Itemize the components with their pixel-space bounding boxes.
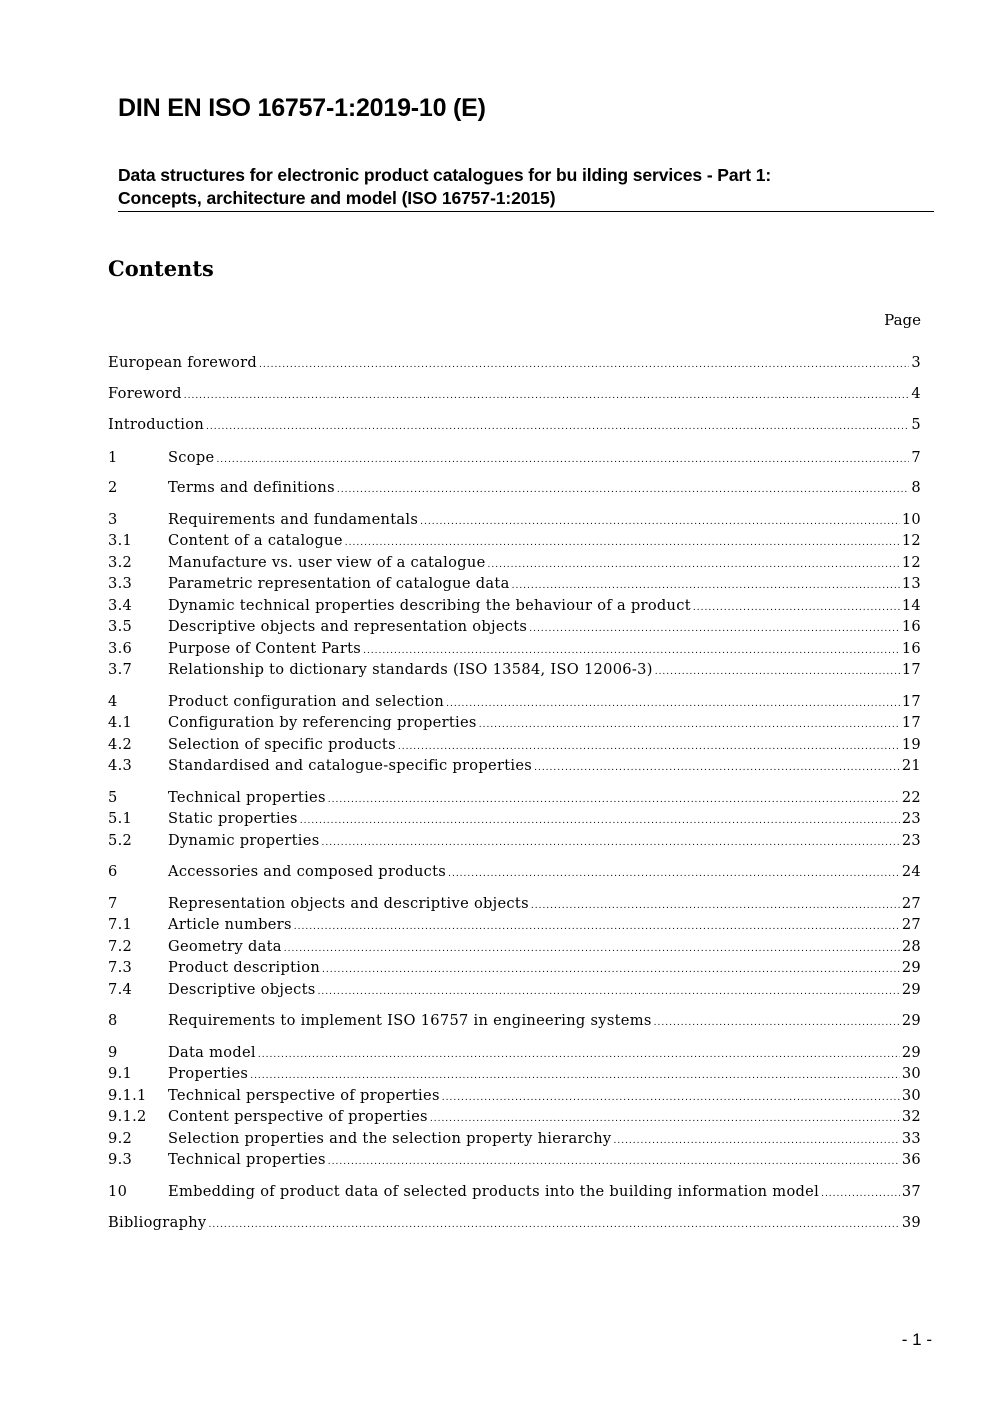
- toc-entry-number: 5: [108, 789, 118, 806]
- toc-entry-number: 3.1: [108, 532, 133, 549]
- toc-dot-leader: [250, 1066, 900, 1087]
- toc-entry-number: 3: [108, 511, 118, 528]
- toc-entry-page: 16: [901, 618, 921, 635]
- toc-dot-leader: [208, 1215, 899, 1236]
- toc-entry-number: 6: [108, 863, 118, 880]
- toc-entry-page: 4: [911, 385, 921, 402]
- toc-entry[interactable]: [108, 552, 921, 573]
- toc-entry-title: Terms and definitions: [168, 479, 335, 496]
- toc-entry-number: 7: [108, 895, 118, 912]
- toc-entry[interactable]: [108, 808, 921, 829]
- toc-entry[interactable]: [108, 893, 921, 914]
- toc-entry-page: 30: [901, 1087, 921, 1104]
- toc-entry-title: Technical perspective of properties: [168, 1087, 440, 1104]
- toc-entry[interactable]: [108, 914, 921, 935]
- toc-dot-leader: [328, 1152, 900, 1173]
- toc-entry-page: 23: [901, 810, 921, 827]
- toc-entry[interactable]: [108, 595, 921, 616]
- toc-entry-number: 3.2: [108, 554, 133, 571]
- toc-dot-leader: [216, 450, 909, 471]
- toc-entry-page: 7: [911, 449, 921, 466]
- toc-entry-number: 7.3: [108, 959, 133, 976]
- toc-entry-page: 3: [911, 354, 921, 371]
- toc-entry-number: 9.3: [108, 1151, 133, 1168]
- toc-entry-page: 28: [901, 938, 921, 955]
- toc-entry-title: Data model: [168, 1044, 256, 1061]
- toc-entry-title: Properties: [168, 1065, 249, 1082]
- toc-entry-title: Foreword: [108, 385, 182, 402]
- toc-dot-leader: [654, 1013, 900, 1034]
- toc-entry[interactable]: [108, 638, 921, 659]
- toc-entry[interactable]: [108, 936, 921, 957]
- toc-dot-leader: [322, 960, 900, 981]
- toc-entry-page: 23: [901, 832, 921, 849]
- toc-entry-title: Descriptive objects: [168, 981, 316, 998]
- toc-entry-number: 10: [108, 1183, 128, 1200]
- toc-entry-page: 12: [901, 532, 921, 549]
- toc-dot-leader: [206, 417, 909, 438]
- toc-entry-page: 17: [901, 661, 921, 678]
- toc-dot-leader: [430, 1109, 900, 1130]
- toc-entry[interactable]: [108, 509, 921, 530]
- toc-entry-title: Static properties: [168, 810, 298, 827]
- contents-heading: Contents: [108, 256, 214, 281]
- toc-entry[interactable]: [108, 1085, 921, 1106]
- toc-entry-title: Technical properties: [168, 789, 326, 806]
- toc-entry-number: 9.1.2: [108, 1108, 147, 1125]
- toc-dot-leader: [259, 355, 909, 376]
- toc-dot-leader: [318, 982, 900, 1003]
- toc-entry-title: Standardised and catalogue-specific properties: [168, 757, 533, 774]
- toc-entry-title: Descriptive objects and representation objects: [168, 618, 528, 635]
- toc-entry-title: Product configuration and selection: [168, 693, 445, 710]
- toc-entry-number: 4.3: [108, 757, 133, 774]
- toc-entry-number: 4: [108, 693, 118, 710]
- toc-entry-number: 4.2: [108, 736, 133, 753]
- toc-entry-page: 16: [901, 640, 921, 657]
- toc-entry-number: 9.1.1: [108, 1087, 147, 1104]
- toc-entry[interactable]: [108, 447, 921, 468]
- toc-dot-leader: [512, 576, 900, 597]
- toc-entry-title: Purpose of Content Parts: [168, 640, 362, 657]
- toc-entry-title: Configuration by referencing properties: [168, 714, 477, 731]
- toc-entry-title: Scope: [168, 449, 215, 466]
- toc-entry[interactable]: [108, 861, 921, 882]
- toc-dot-leader: [184, 386, 910, 407]
- toc-entry-title: Dynamic properties: [168, 832, 320, 849]
- document-subtitle: [118, 164, 934, 212]
- toc-entry-title: Product description: [168, 959, 321, 976]
- toc-entry-page: 10: [901, 511, 921, 528]
- toc-entry-page: 8: [911, 479, 921, 496]
- toc-dot-leader: [534, 758, 900, 779]
- toc-entry-number: 3.4: [108, 597, 133, 614]
- toc-entry-title: Parametric representation of catalogue data: [168, 575, 510, 592]
- toc-entry-page: 24: [901, 863, 921, 880]
- toc-entry-title: Article numbers: [168, 916, 292, 933]
- toc-entry[interactable]: [108, 352, 921, 373]
- toc-dot-leader: [294, 917, 900, 938]
- toc-entry[interactable]: [108, 573, 921, 594]
- toc-entry-page: 27: [901, 895, 921, 912]
- toc-dot-leader: [345, 533, 900, 554]
- toc-entry-title: Embedding of product data of selected products into the building information model: [168, 1183, 820, 1200]
- toc-dot-leader: [300, 811, 900, 832]
- toc-entry-page: 27: [901, 916, 921, 933]
- toc-entry-page: 29: [901, 1012, 921, 1029]
- toc-entry-page: 29: [901, 959, 921, 976]
- subtitle-line-2: Concepts, architecture and model (ISO 16757-1:2015): [118, 188, 556, 208]
- toc-entry-number: 9: [108, 1044, 118, 1061]
- toc-entry-page: 21: [901, 757, 921, 774]
- toc-entry[interactable]: [108, 1149, 921, 1170]
- toc-entry-title: Manufacture vs. user view of a catalogue: [168, 554, 486, 571]
- toc-entry[interactable]: [108, 691, 921, 712]
- page-column-label: Page: [884, 311, 921, 329]
- toc-entry-title: Requirements and fundamentals: [168, 511, 419, 528]
- toc-entry[interactable]: [108, 1106, 921, 1127]
- toc-entry[interactable]: [108, 659, 921, 680]
- toc-entry[interactable]: [108, 1181, 921, 1202]
- toc-entry-number: 9.2: [108, 1130, 133, 1147]
- toc-entry-number: 1: [108, 449, 118, 466]
- toc-entry-title: Dynamic technical properties describing the behaviour of a product: [168, 597, 691, 614]
- toc-entry-page: 17: [901, 693, 921, 710]
- toc-entry-page: 22: [901, 789, 921, 806]
- toc-entry[interactable]: [108, 1063, 921, 1084]
- toc-entry[interactable]: [108, 530, 921, 551]
- toc-entry[interactable]: [108, 383, 921, 404]
- toc-entry-title: Technical properties: [168, 1151, 326, 1168]
- toc-entry-number: 4.1: [108, 714, 133, 731]
- toc-entry[interactable]: [108, 477, 921, 498]
- toc-entry-number: 7.4: [108, 981, 133, 998]
- toc-entry-number: 9.1: [108, 1065, 133, 1082]
- toc-entry[interactable]: [108, 712, 921, 733]
- toc-entry[interactable]: [108, 616, 921, 637]
- toc-entry-number: 3.6: [108, 640, 133, 657]
- toc-entry-title: Content perspective of properties: [168, 1108, 428, 1125]
- toc-entry-number: 3.5: [108, 618, 133, 635]
- toc-entry-page: 39: [901, 1214, 921, 1231]
- toc-entry-page: 32: [901, 1108, 921, 1125]
- toc-entry-page: 13: [901, 575, 921, 592]
- toc-entry-number: 5.1: [108, 810, 133, 827]
- toc-entry-title: Relationship to dictionary standards (ISO 13584, ISO 12006-3): [168, 661, 653, 678]
- toc-entry[interactable]: [108, 414, 921, 435]
- toc-entry[interactable]: [108, 979, 921, 1000]
- toc-dot-leader: [655, 662, 900, 683]
- toc-dot-leader: [448, 864, 900, 885]
- toc-entry-page: 36: [901, 1151, 921, 1168]
- toc-entry[interactable]: [108, 1042, 921, 1063]
- toc-entry[interactable]: [108, 787, 921, 808]
- toc-dot-leader: [337, 480, 910, 501]
- toc-entry-number: 8: [108, 1012, 118, 1029]
- toc-entry[interactable]: [108, 957, 921, 978]
- subtitle-line-1: Data structures for electronic product catalogues for bu ilding services - Part 1:: [118, 165, 772, 185]
- toc-entry[interactable]: [108, 1010, 921, 1031]
- toc-entry-page: 29: [901, 1044, 921, 1061]
- toc-entry-page: 30: [901, 1065, 921, 1082]
- toc-entry[interactable]: [108, 755, 921, 776]
- toc-entry-page: 33: [901, 1130, 921, 1147]
- toc-entry-number: 3.3: [108, 575, 133, 592]
- toc-entry[interactable]: [108, 734, 921, 755]
- page-number: - 1 -: [901, 1330, 932, 1349]
- toc-dot-leader: [321, 833, 899, 854]
- toc-entry-page: 5: [911, 416, 921, 433]
- toc-entry[interactable]: [108, 1128, 921, 1149]
- toc-entry-page: 37: [901, 1183, 921, 1200]
- toc-dot-leader: [821, 1184, 900, 1205]
- toc-entry[interactable]: [108, 830, 921, 851]
- toc-entry-title: Selection properties and the selection property hierarchy: [168, 1130, 612, 1147]
- toc-entry-page: 17: [901, 714, 921, 731]
- toc-entry-page: 12: [901, 554, 921, 571]
- toc-entry-title: Representation objects and descriptive objects: [168, 895, 529, 912]
- toc-entry-title: European foreword: [108, 354, 258, 371]
- toc-entry-title: Requirements to implement ISO 16757 in engineering systems: [168, 1012, 652, 1029]
- toc-entry-title: Bibliography: [108, 1214, 207, 1231]
- toc-entry-title: Geometry data: [168, 938, 282, 955]
- toc-entry-title: Accessories and composed products: [168, 863, 447, 880]
- toc-entry-page: 19: [901, 736, 921, 753]
- toc-dot-leader: [529, 619, 900, 640]
- toc-entry-title: Selection of specific products: [168, 736, 396, 753]
- toc-entry-number: 2: [108, 479, 118, 496]
- toc-entry-number: 3.7: [108, 661, 133, 678]
- toc-entry-page: 14: [901, 597, 921, 614]
- document-id: DIN EN ISO 16757-1:2019-10 (E): [118, 94, 486, 122]
- toc-entry-title: Introduction: [108, 416, 205, 433]
- toc-entry-page: 29: [901, 981, 921, 998]
- toc-entry-number: 7.2: [108, 938, 133, 955]
- toc-entry-title: Content of a catalogue: [168, 532, 343, 549]
- toc-entry-number: 7.1: [108, 916, 133, 933]
- toc-entry-number: 5.2: [108, 832, 133, 849]
- toc-entry[interactable]: [108, 1212, 921, 1233]
- toc-dot-leader: [479, 715, 900, 736]
